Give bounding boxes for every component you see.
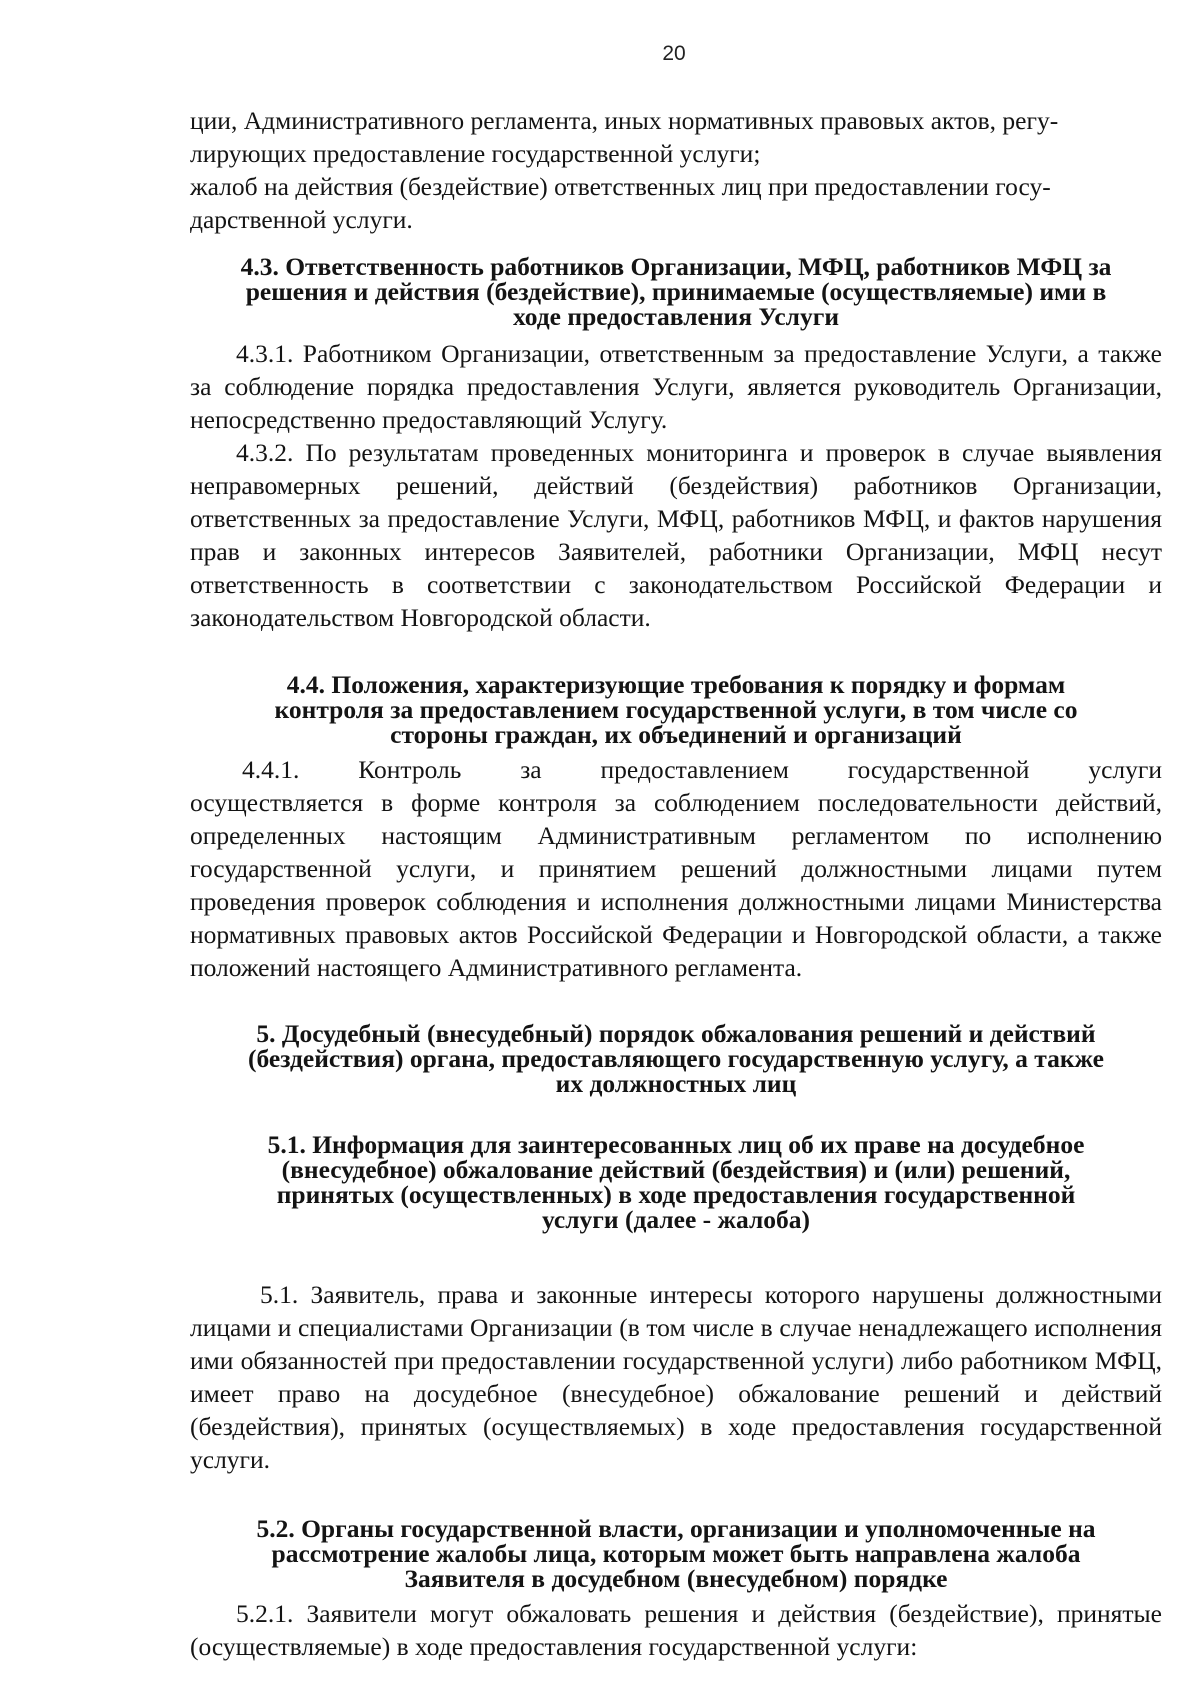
heading-line: стороны граждан, их объединений и организаций	[390, 720, 962, 749]
heading-line: принятых (осуществленных) в ходе предоставления государственной	[276, 1180, 1076, 1209]
intro-line: жалоб на действия (бездействие) ответственных лиц при предоставлении госу-	[190, 172, 1051, 201]
paragraph-4-3-2: 4.3.2. По результатам проведенных мониторинга и проверок в случае выявления неправомерных решений, действий (бездействия) работников Организации, ответственных за предоставление Услуги, МФЦ, работников МФЦ, и фактов нарушения прав и законных интересов Заявителей, работники Организации, МФЦ несут ответственность в соответствии с законодательством Российской Федерации и законодательством Новгородской области.	[190, 438, 1162, 632]
paragraph-4-4-1-first-line	[190, 753, 1162, 786]
heading-line: ходе предоставления Услуги	[512, 302, 840, 331]
heading-line: их должностных лиц	[555, 1069, 797, 1098]
heading-line: Заявителя в досудебном (внесудебном) порядке	[404, 1564, 948, 1593]
word: услуги	[1088, 755, 1162, 784]
intro-line: дарственной услуги.	[190, 205, 413, 234]
paragraph-4-4-1: осуществляется в форме контроля за соблюдением последовательности действий, определенных настоящим Административным регламентом по исполнению государственной услуги, и принятием решений должностными лицами путем проведения проверок соблюдения и исполнения должностными лицами Министерства нормативных правовых актов Российской Федерации и Новгородской области, а также положений настоящего Административного регламента.	[190, 788, 1162, 982]
heading-line: контроля за предоставлением государственной услуги, в том числе со	[274, 695, 1078, 724]
page-number: 20	[662, 42, 686, 65]
heading-line: 5.2. Органы государственной власти, организации и уполномоченные на	[256, 1514, 1096, 1543]
heading-line: 5. Досудебный (внесудебный) порядок обжалования решений и действий	[256, 1019, 1096, 1048]
heading-line: рассмотрение жалобы лица, которым может быть направлена жалоба	[271, 1539, 1081, 1568]
heading-line: 4.3. Ответственность работников Организации, МФЦ, работников МФЦ за	[240, 252, 1112, 281]
word: Контроль	[358, 755, 462, 784]
paragraph-4-3-1: 4.3.1. Работником Организации, ответственным за предоставление Услуги, а также за соблюдение порядка предоставления Услуги, является руководитель Организации, непосредственно предоставляющий Услугу.	[190, 339, 1162, 434]
section-5-1-heading	[190, 1132, 1162, 1232]
heading-line: услуги (далее - жалоба)	[541, 1205, 811, 1234]
intro-line: лирующих предоставление государственной услуги;	[190, 139, 761, 168]
intro-paragraph	[190, 104, 1162, 236]
section-5-heading	[190, 1021, 1162, 1096]
section-5-2-heading	[190, 1516, 1162, 1591]
page-content	[190, 104, 1162, 1663]
word: предоставлением	[600, 755, 789, 784]
section-4-3-heading	[190, 254, 1162, 329]
paragraph-5-1: 5.1. Заявитель, права и законные интересы которого нарушены должностными лицами и специалистами Организации (в том числе в случае ненадлежащего исполнения ими обязанностей при предоставлении государственной услуги) либо работником МФЦ, имеет право на досудебное (внесудебное) обжалование решений и действий (бездействия), принятых (осуществляемых) в ходе предоставления государственной услуги.	[190, 1280, 1162, 1474]
word: за	[520, 755, 542, 784]
intro-line: ции, Административного регламента, иных нормативных правовых актов, регу-	[190, 106, 1059, 135]
paragraph-5-2-1: 5.2.1. Заявители могут обжаловать решения и действия (бездействие), принятые (осуществляемые) в ходе предоставления государственной услуги:	[190, 1599, 1162, 1661]
heading-line: решения и действия (бездействие), принимаемые (осуществляемые) ими в	[245, 277, 1107, 306]
word: государственной	[847, 755, 1030, 784]
section-4-4-heading	[190, 672, 1162, 747]
word: 4.4.1.	[242, 755, 300, 784]
heading-line: 5.1. Информация для заинтересованных лиц об их праве на досудебное	[267, 1130, 1085, 1159]
heading-line: 4.4. Положения, характеризующие требования к порядку и формам	[286, 670, 1066, 699]
heading-line: (внесудебное) обжалование действий (бездействия) и (или) решений,	[281, 1155, 1071, 1184]
heading-line: (бездействия) органа, предоставляющего государственную услугу, а также	[247, 1044, 1105, 1073]
